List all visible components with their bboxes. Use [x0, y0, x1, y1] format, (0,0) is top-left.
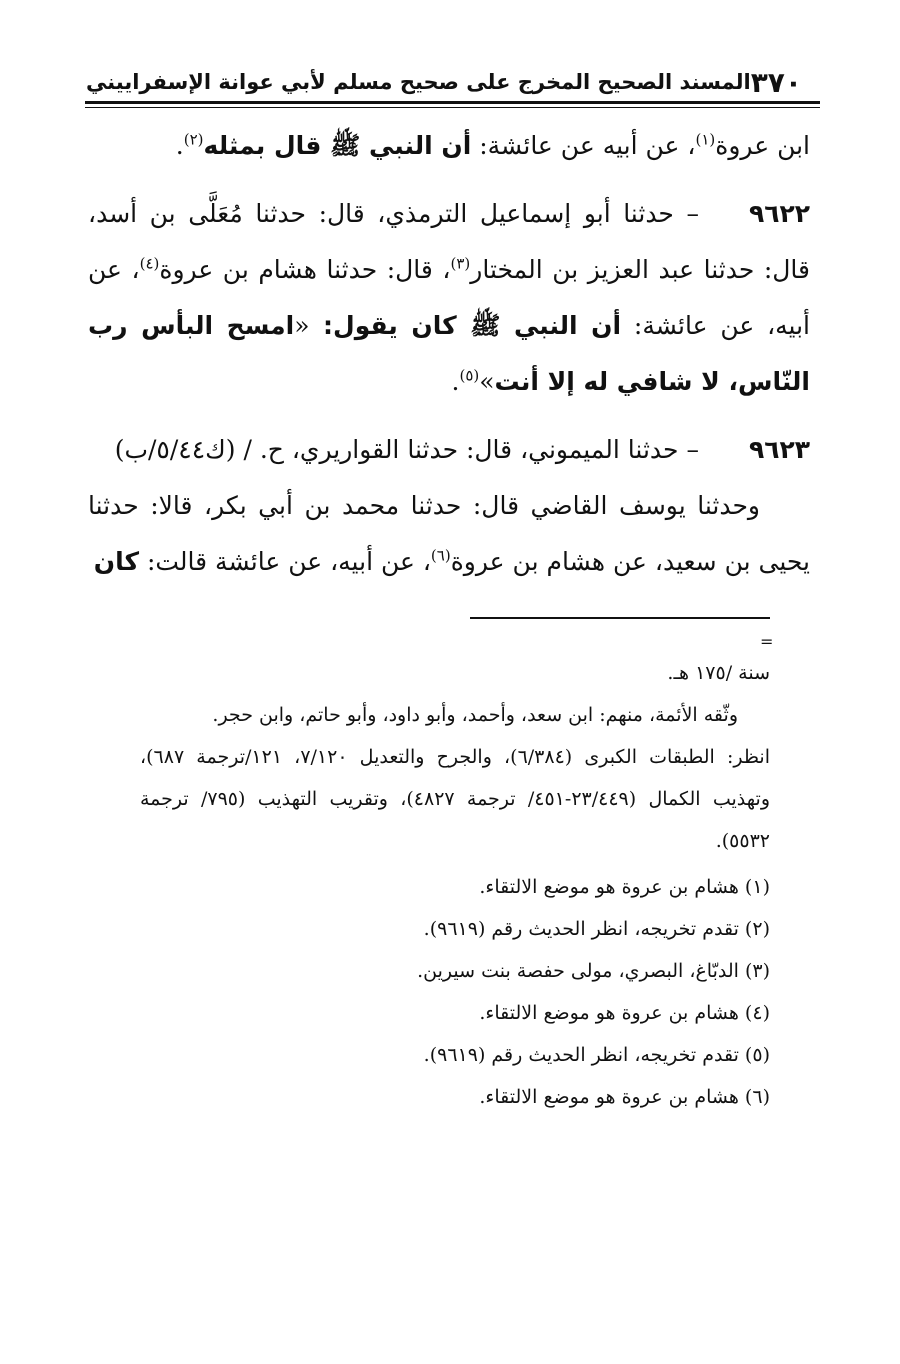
hadith-9622: ٩٦٢٢– حدثنا أبو إسماعيل الترمذي، قال: حدثنا مُعَلَّى بن أسد، قال: حدثنا عبد العزيز بن المختار$^{(٣)}$، قال: حدثنا هشام بن عروة$^{(٤)}$، عن أبيه، عن عائشة: أن النبي ﷺ كان يقول: «امسح البأس رب النّاس، لا شافي له إلا أنت»$^{(٥)}$. [88, 199, 810, 396]
header-rule [85, 101, 820, 104]
footnote-4: (٤) هشام بن عروة هو موضع الالتقاء. [479, 1002, 770, 1024]
footnote-3: (٣) الدبّاغ، البصري، مولى حفصة بنت سيرين. [417, 960, 770, 982]
footnote-5: (٥) تقدم تخريجه، انظر الحديث رقم (٩٦١٩). [423, 1044, 770, 1066]
footnote-continuation: انظر: الطبقات الكبرى (٦/٣٨٤)، والجرح والتعديل ٧/١٢٠، ١٢١/ترجمة ٦٨٧)، وتهذيب الكمال (٢٣/٤٤٩-٤٥١/ ترجمة ٤٨٢٧)، وتقريب التهذيب (٧٩٥/ ترجمة ٥٥٣٢). [140, 746, 770, 852]
hadith-9623: ٩٦٢٣– حدثنا الميموني، قال: حدثنا القواريري، ح. / (ك٥/٤٤/ب) [114, 435, 810, 464]
footnotes [140, 652, 770, 1118]
footnote-6: (٦) هشام بن عروة هو موضع الالتقاء. [479, 1086, 770, 1108]
main-text [88, 118, 810, 590]
footnote-2: (٢) تقدم تخريجه، انظر الحديث رقم (٩٦١٩). [423, 918, 770, 940]
footnote-ref[interactable]: (٤) [139, 254, 160, 273]
footnote-continuation: سنة /١٧٥ هـ. [667, 662, 770, 684]
hadith-number: ٩٦٢٣ [748, 435, 810, 464]
footnote-ref[interactable]: (٢) [183, 130, 204, 149]
footnote-ref[interactable]: (١) [695, 130, 716, 149]
footnote-continuation: وثّقه الأئمة، منهم: ابن سعد، وأحمد، وأبو داود، وأبو حاتم، وابن حجر. [212, 704, 738, 726]
footnote-ref[interactable]: (٣) [450, 254, 471, 273]
footnote-1: (١) هشام بن عروة هو موضع الالتقاء. [479, 876, 770, 898]
footnote-ref[interactable]: (٦) [430, 546, 451, 565]
header-rule-thin [85, 107, 820, 108]
footnote-separator [470, 617, 770, 619]
paragraph-continuation: ابن عروة$^{(١)}$، عن أبيه عن عائشة: أن النبي ﷺ قال بمثله$^{(٢)}$. [175, 130, 810, 160]
footnote-ref[interactable]: (٥) [459, 366, 480, 385]
hadith-number: ٩٦٢٢ [748, 199, 810, 228]
book-title: المسند الصحيح المخرج على صحيح مسلم لأبي عوانة الإسفراييني [85, 70, 751, 94]
hadith-9623-continued: وحدثنا يوسف القاضي قال: حدثنا محمد بن أبي بكر، قالا: حدثنا يحيى بن سعيد، عن هشام بن عروة$^{(٦)}$، عن أبيه، عن عائشة قالت: كان [88, 491, 810, 576]
continuation-mark: = [760, 632, 774, 651]
footnote-list [140, 866, 770, 1118]
page-number: ٣٧٠ [750, 65, 802, 99]
running-header [85, 62, 820, 102]
